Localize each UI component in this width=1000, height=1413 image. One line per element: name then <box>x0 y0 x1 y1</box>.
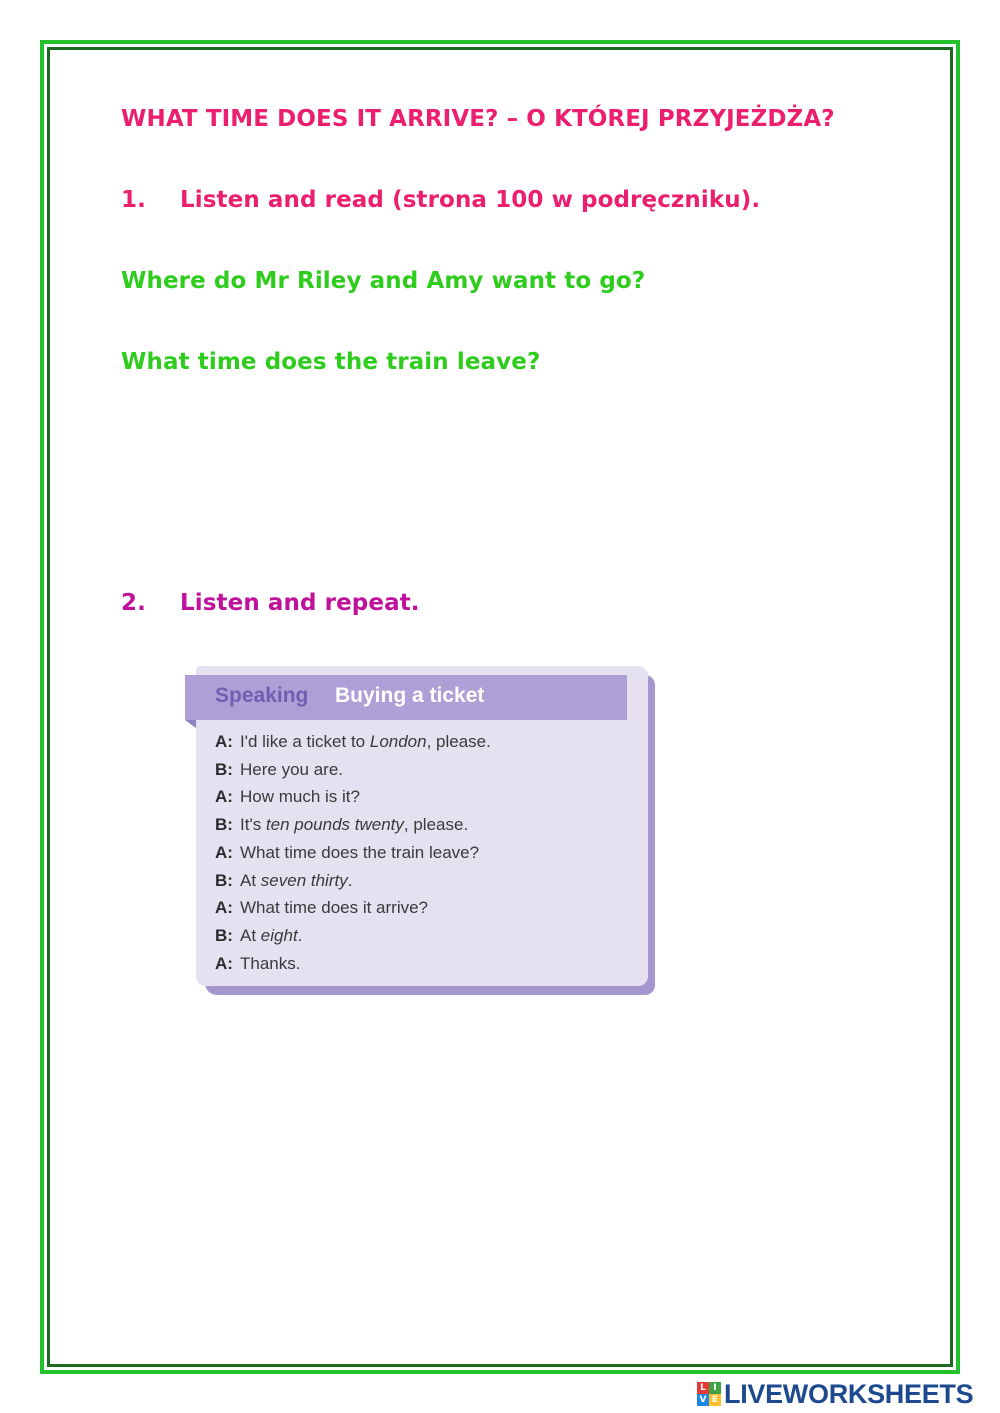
task-2-text: Listen and repeat. <box>180 590 420 616</box>
logo-letter: L <box>697 1382 709 1394</box>
dialogue-line <box>215 760 343 780</box>
dialogue-text-end: , please. <box>426 732 491 751</box>
question-departure-time: What time does the train leave? <box>121 349 541 375</box>
dialogue-text: I'd like a ticket to <box>240 732 370 751</box>
dialogue-line <box>215 815 468 835</box>
dialogue-cue: seven thirty <box>260 870 348 890</box>
dialogue-text-end: . <box>347 870 353 890</box>
dialogue-text: Thanks. <box>240 953 301 973</box>
dialogue-text: Here you are. <box>240 759 343 779</box>
dialogue-text-end: , please. <box>403 815 469 835</box>
dialogue-text: How much is it? <box>240 787 360 807</box>
dialogue-speaker: A: <box>215 787 233 807</box>
dialogue-line <box>215 871 352 891</box>
dialogue-cue: ten pounds twenty <box>265 815 404 835</box>
logo-letter: V <box>697 1394 709 1406</box>
dialogue-text: What time does the train leave? <box>240 842 480 862</box>
task-2-number: 2. <box>121 590 146 616</box>
card-section-label: Speaking <box>215 684 309 707</box>
dialogue-line <box>215 843 479 863</box>
dialogue-cue: eight <box>260 925 298 945</box>
liveworksheets-wordmark: LIVEWORKSHEETS <box>724 1378 974 1409</box>
dialogue-speaker: B: <box>215 925 233 945</box>
liveworksheets-brand <box>697 1378 973 1410</box>
logo-letter: I <box>709 1382 721 1394</box>
dialogue-line <box>215 898 428 918</box>
logo-letter: E <box>709 1394 721 1406</box>
dialogue-line <box>215 787 360 807</box>
dialogue-line <box>215 926 302 946</box>
dialogue-text: At <box>240 870 261 890</box>
dialogue-line <box>215 954 300 974</box>
dialogue-line <box>215 732 491 752</box>
dialogue-cue: London <box>369 732 427 751</box>
dialogue-speaker: B: <box>215 759 233 779</box>
dialogue-speaker: B: <box>215 870 233 890</box>
worksheet-heading: WHAT TIME DOES IT ARRIVE? – O KTÓREJ PRZYJEŻDŻA? <box>121 106 835 132</box>
task-1-number: 1. <box>121 187 146 213</box>
dialogue-speaker: A: <box>215 732 233 751</box>
dialogue-speaker: A: <box>215 953 233 973</box>
dialogue-speaker: A: <box>215 842 233 862</box>
task-2 <box>121 590 420 616</box>
dialogue-text-end: . <box>297 925 303 945</box>
question-destination: Where do Mr Riley and Amy want to go? <box>121 268 646 294</box>
task-1-text: Listen and read (strona 100 w podręczniku). <box>180 187 761 213</box>
dialogue-speaker: A: <box>215 898 233 918</box>
dialogue-text: What time does it arrive? <box>240 898 429 918</box>
liveworksheets-logo-icon <box>697 1382 721 1406</box>
card-header-fold <box>185 720 196 728</box>
dialogue-speaker: B: <box>215 815 233 835</box>
dialogue-text: It's <box>240 815 266 835</box>
task-1 <box>121 187 760 213</box>
dialogue-text: At <box>240 925 261 945</box>
card-title: Buying a ticket <box>335 684 485 707</box>
